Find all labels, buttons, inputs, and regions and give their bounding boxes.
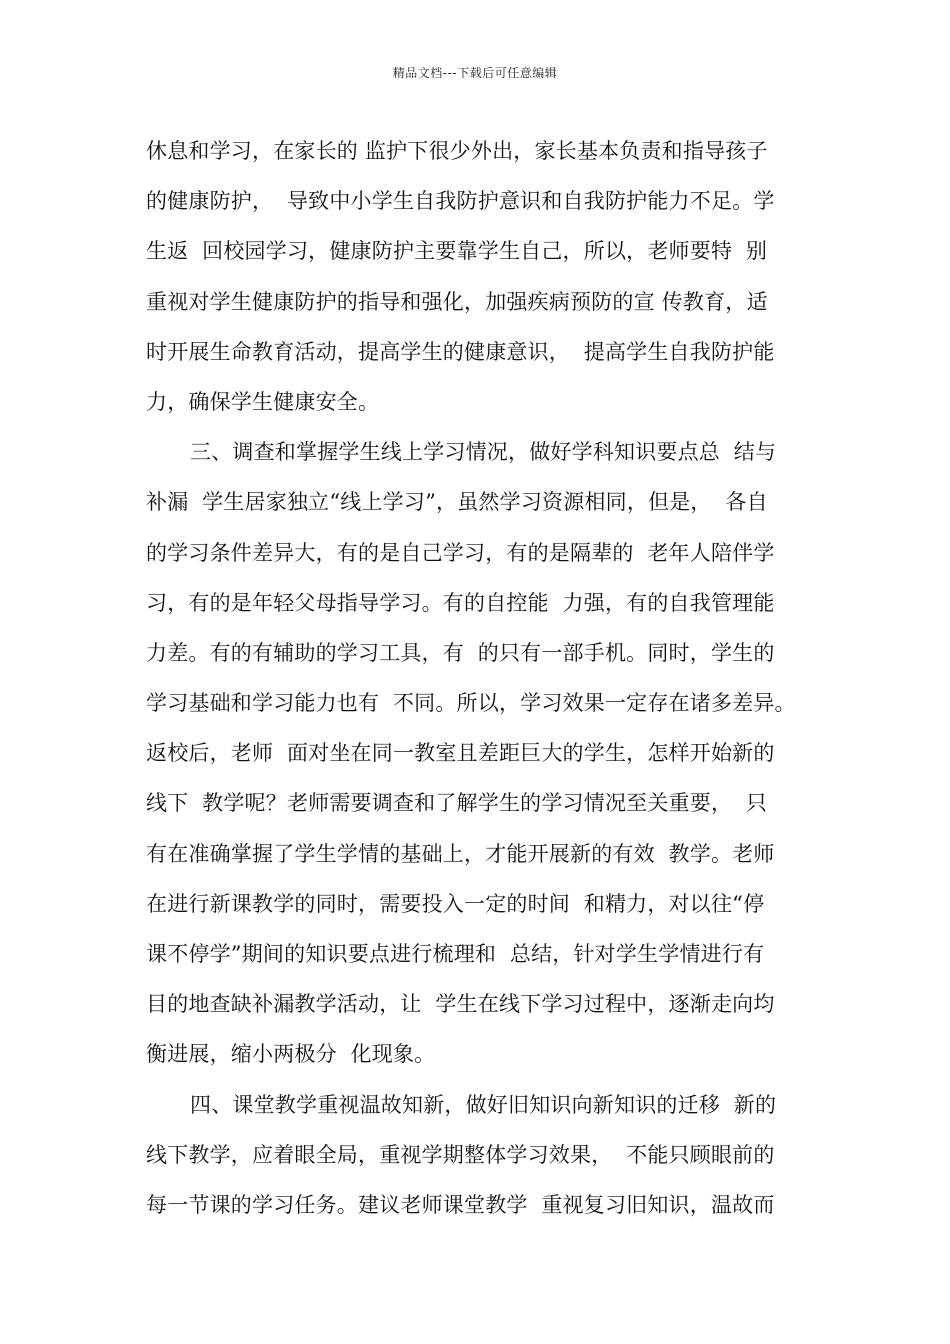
text-line: 每一节课的学习任务。建议老师课堂教学 重视复习旧知识，温故而 [146, 1192, 775, 1217]
text-line: 目的地查缺补漏教学活动，让 学生在线下学习过程中，逐渐走向均 [146, 992, 775, 1017]
text-line: 的学习条件差异大，有的是自己学习，有的是隔辈的 老年人陪伴学 [146, 540, 775, 565]
text-line: 课不停学”期间的知识要点进行梳理和 总结，针对学生学情进行有 [146, 942, 765, 966]
text-line: 补漏 学生居家独立“线上学习”，虽然学习资源相同，但是， 各自 [146, 490, 768, 515]
text-line: 返校后，老师 面对坐在同一教室且差距巨大的学生，怎样开始新的 [146, 741, 775, 766]
text-line: 重视对学生健康防护的指导和强化，加强疾病预防的宣 传教育，适 [146, 289, 768, 314]
text-line: 的健康防护， 导致中小学生自我防护意识和自我防护能力不足。学 [146, 189, 775, 214]
text-line: 学习基础和学习能力也有 不同。所以，学习效果一定存在诸多差异。 [146, 691, 796, 716]
text-line: 三、调查和掌握学生线上学习情况，做好学科知识要点总 结与 [190, 440, 777, 465]
text-line: 习，有的是年轻父母指导学习。有的自控能 力强，有的自我管理能 [146, 590, 775, 615]
text-line: 有在准确掌握了学生学情的基础上，才能开展新的有效 教学。老师 [146, 841, 775, 866]
text-line: 生返 回校园学习，健康防护主要靠学生自己，所以，老师要特 别 [146, 239, 768, 264]
document-body [146, 126, 816, 1230]
text-line: 时开展生命教育活动，提高学生的健康意识， 提高学生自我防护能 [146, 339, 775, 364]
text-line: 力差。有的有辅助的学习工具，有 的只有一部手机。同时，学生的 [146, 640, 775, 665]
text-line: 力，确保学生健康安全。 [146, 389, 380, 414]
text-line: 线下 教学呢？老师需要调查和了解学生的学习情况至关重要， 只 [146, 791, 768, 816]
text-line: 休息和学习，在家长的 监护下很少外出，家长基本负责和指导孩子 [146, 139, 768, 163]
text-line: 四、课堂教学重视温故知新，做好旧知识向新知识的迁移 新的 [190, 1092, 777, 1117]
text-line: 在进行新课教学的同时，需要投入一定的时间 和精力，对以往“停 [146, 891, 765, 916]
text-line: 衡进展，缩小两极分 化现象。 [146, 1042, 436, 1067]
text-line: 线下教学，应着眼全局，重视学期整体学习效果， 不能只顾眼前的 [146, 1142, 775, 1167]
page-header: 精品文档---下载后可任意编辑 [392, 66, 558, 80]
